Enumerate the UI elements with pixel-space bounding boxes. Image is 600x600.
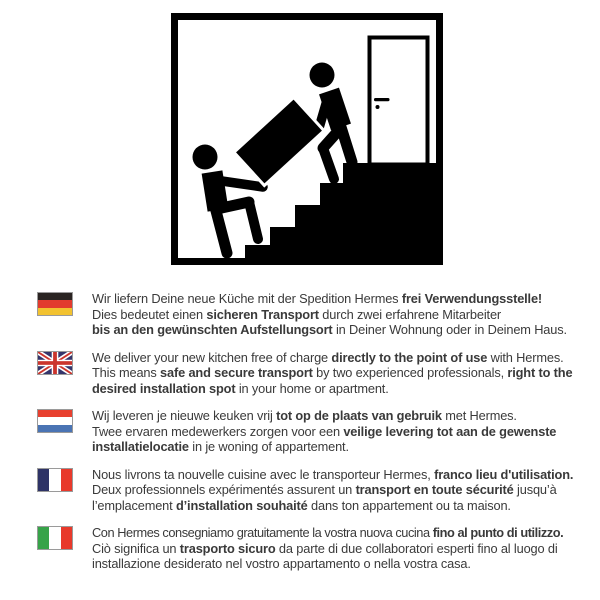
flag-stripe (38, 410, 72, 417)
text-line: Ciò significa un trasporto sicuro da parte di due collaboratori esperti fino al luogo di (92, 540, 558, 556)
flag-stripe (38, 425, 72, 432)
flag-stripe (49, 527, 60, 549)
language-text (92, 525, 563, 572)
language-text (92, 408, 556, 455)
flag-stripe (38, 469, 49, 491)
language-text (92, 467, 573, 514)
text-line: Dies bedeutet einen sicheren Transport durch zwei erfahrene Mitarbeiter (92, 306, 502, 322)
flag-stripe (38, 417, 72, 424)
text-line: This means safe and secure transport by two experienced professionals, right to the (92, 365, 573, 380)
netherlands-flag-icon (37, 409, 73, 433)
italy-flag-icon (37, 526, 73, 550)
text-line: installatielocatie in je woning of appartement. (92, 439, 349, 454)
germany-flag-icon (37, 292, 73, 316)
france-flag-icon (37, 468, 73, 492)
language-row-en (37, 350, 593, 397)
language-row-nl (37, 408, 593, 455)
flag-stripe (38, 527, 49, 549)
language-text (92, 350, 572, 397)
text-line: Nous livrons ta nouvelle cuisine avec le transporteur Hermes, franco lieu d'utilisation. (92, 466, 574, 482)
door-peephole-dot (376, 105, 380, 109)
movers-carrying-box-upstairs-icon (171, 13, 443, 265)
language-text (92, 291, 567, 338)
text-line: bis an den gewünschten Aufstellungsort in Deiner Wohnung oder in Deinem Haus. (92, 322, 567, 337)
text-line: Con Hermes consegniamo gratuitamente la vostra nuova cucina fino al punto di utilizzo. (92, 525, 564, 540)
flag-stripe (61, 469, 72, 491)
apartment-door (370, 38, 428, 165)
text-line: desired installation spot in your home or apartment. (92, 380, 389, 396)
flag-stripe (38, 308, 72, 315)
united-kingdom-flag-icon (37, 351, 73, 375)
text-line: We deliver your new kitchen free of charge directly to the point of use with Hermes. (92, 349, 564, 365)
flag-stripe (38, 300, 72, 307)
flag-stripe (61, 527, 72, 549)
text-line: Wij leveren je nieuwe keuken vrij tot op de plaats van gebruik met Hermes. (92, 408, 517, 423)
flag-stripe (38, 293, 72, 300)
text-line: Deux professionnels expérimentés assurent un transport en toute sécurité jusqu’à (92, 482, 557, 497)
language-row-fr (37, 467, 593, 514)
text-line: Twee ervaren medewerkers zorgen voor een veilige levering tot aan de gewenste (92, 423, 557, 439)
text-line: installazione desiderato nel vostro appartamento o nella vostra casa. (92, 556, 471, 571)
language-list (37, 291, 593, 584)
text-line: l’emplacement d’installation souhaité dans ton appartement ou ta maison. (92, 497, 511, 513)
door-handle-icon (374, 98, 390, 101)
language-row-it (37, 525, 593, 572)
flag-stripe (49, 469, 60, 491)
text-line: Wir liefern Deine neue Küche mit der Spedition Hermes frei Verwendungsstelle! (92, 291, 543, 306)
language-row-de (37, 291, 593, 338)
